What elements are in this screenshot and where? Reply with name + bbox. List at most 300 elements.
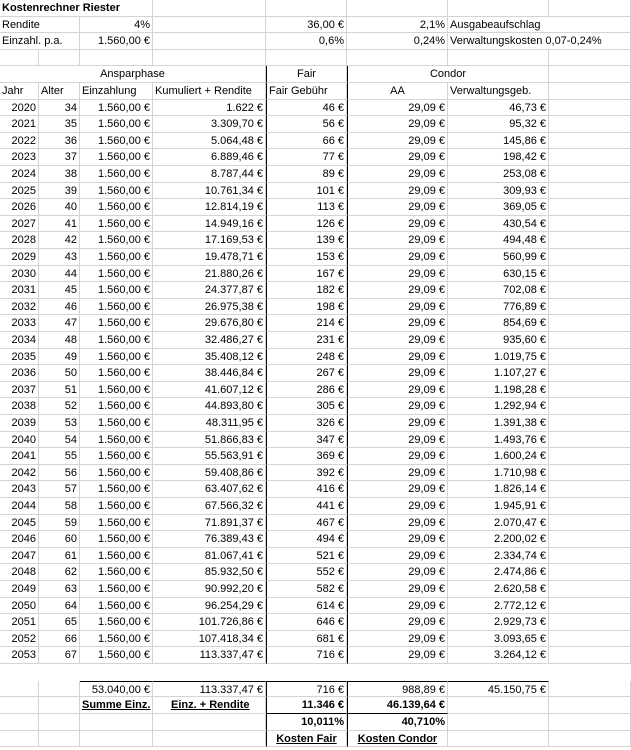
cell-kumuliert[interactable]: 17.169,53 € bbox=[153, 232, 266, 249]
cell-fair-gebuehr[interactable]: 113 € bbox=[266, 199, 347, 216]
cell-kumuliert[interactable]: 107.418,34 € bbox=[153, 631, 266, 648]
cell-fair-gebuehr[interactable]: 198 € bbox=[266, 299, 347, 316]
cell-aa[interactable]: 29,09 € bbox=[347, 183, 448, 200]
aa-label[interactable]: Ausgabeaufschlag bbox=[448, 17, 631, 34]
empty-cell[interactable] bbox=[549, 681, 631, 698]
empty-cell[interactable] bbox=[549, 398, 631, 415]
cell-einzahlung[interactable]: 1.560,00 € bbox=[80, 448, 153, 465]
sheet-title[interactable]: Kostenrechner Riester bbox=[0, 0, 153, 17]
cell-alter[interactable]: 44 bbox=[39, 266, 80, 283]
cell-aa[interactable]: 29,09 € bbox=[347, 448, 448, 465]
cell-verwaltung[interactable]: 702,08 € bbox=[448, 282, 549, 299]
cell-kumuliert[interactable]: 63.407,62 € bbox=[153, 481, 266, 498]
cell-jahr[interactable]: 2033 bbox=[0, 315, 39, 332]
total-fair[interactable]: 716 € bbox=[266, 681, 347, 698]
cell-einzahlung[interactable]: 1.560,00 € bbox=[80, 515, 153, 532]
cell-aa[interactable]: 29,09 € bbox=[347, 149, 448, 166]
cell-alter[interactable]: 45 bbox=[39, 282, 80, 299]
cell-fair-gebuehr[interactable]: 267 € bbox=[266, 365, 347, 382]
cell-verwaltung[interactable]: 1.945,91 € bbox=[448, 498, 549, 515]
cell-aa[interactable]: 29,09 € bbox=[347, 415, 448, 432]
cell-alter[interactable]: 35 bbox=[39, 116, 80, 133]
empty-cell[interactable] bbox=[347, 50, 448, 67]
empty-cell[interactable] bbox=[0, 731, 39, 748]
col-header-fair-gebuehr[interactable]: Fair Gebühr bbox=[266, 83, 347, 100]
empty-cell[interactable] bbox=[549, 614, 631, 631]
cell-fair-gebuehr[interactable]: 56 € bbox=[266, 116, 347, 133]
col-header-einzahlung[interactable]: Einzahlung bbox=[80, 83, 153, 100]
empty-cell[interactable] bbox=[448, 714, 549, 731]
cell-einzahlung[interactable]: 1.560,00 € bbox=[80, 631, 153, 648]
cell-jahr[interactable]: 2027 bbox=[0, 216, 39, 233]
cell-alter[interactable]: 40 bbox=[39, 199, 80, 216]
empty-cell[interactable] bbox=[549, 465, 631, 482]
cell-aa[interactable]: 29,09 € bbox=[347, 432, 448, 449]
col-header-alter[interactable]: Alter bbox=[39, 83, 80, 100]
cell-verwaltung[interactable]: 369,05 € bbox=[448, 199, 549, 216]
cell-jahr[interactable]: 2023 bbox=[0, 149, 39, 166]
cell-kumuliert[interactable]: 26.975,38 € bbox=[153, 299, 266, 316]
cell-verwaltung[interactable]: 2.772,12 € bbox=[448, 598, 549, 615]
cell-alter[interactable]: 55 bbox=[39, 448, 80, 465]
cell-verwaltung[interactable]: 494,48 € bbox=[448, 232, 549, 249]
empty-cell[interactable] bbox=[549, 232, 631, 249]
empty-cell[interactable] bbox=[448, 0, 549, 17]
cell-kumuliert[interactable]: 51.866,83 € bbox=[153, 432, 266, 449]
cell-verwaltung[interactable]: 2.334,74 € bbox=[448, 548, 549, 565]
empty-cell[interactable] bbox=[39, 50, 80, 67]
cell-alter[interactable]: 61 bbox=[39, 548, 80, 565]
cell-kumuliert[interactable]: 32.486,27 € bbox=[153, 332, 266, 349]
cell-jahr[interactable]: 2030 bbox=[0, 266, 39, 283]
empty-cell[interactable] bbox=[549, 315, 631, 332]
cell-jahr[interactable]: 2020 bbox=[0, 100, 39, 117]
group-condor[interactable]: Condor bbox=[347, 66, 549, 83]
cell-alter[interactable]: 60 bbox=[39, 531, 80, 548]
cell-einzahlung[interactable]: 1.560,00 € bbox=[80, 100, 153, 117]
cell-alter[interactable]: 41 bbox=[39, 216, 80, 233]
cell-verwaltung[interactable]: 95,32 € bbox=[448, 116, 549, 133]
cell-jahr[interactable]: 2031 bbox=[0, 282, 39, 299]
cell-einzahlung[interactable]: 1.560,00 € bbox=[80, 315, 153, 332]
empty-cell[interactable] bbox=[153, 50, 266, 67]
cell-alter[interactable]: 43 bbox=[39, 249, 80, 266]
einzahl-label[interactable]: Einzahl. p.a. bbox=[0, 33, 80, 50]
cell-verwaltung[interactable]: 1.710,98 € bbox=[448, 465, 549, 482]
cell-alter[interactable]: 67 bbox=[39, 647, 80, 664]
empty-cell[interactable] bbox=[266, 50, 347, 67]
cell-kumuliert[interactable]: 85.932,50 € bbox=[153, 564, 266, 581]
cell-fair-gebuehr[interactable]: 89 € bbox=[266, 166, 347, 183]
empty-cell[interactable] bbox=[549, 0, 631, 17]
cell-verwaltung[interactable]: 3.264,12 € bbox=[448, 647, 549, 664]
empty-cell[interactable] bbox=[549, 133, 631, 150]
empty-cell[interactable] bbox=[0, 697, 39, 714]
cell-kumuliert[interactable]: 29.676,80 € bbox=[153, 315, 266, 332]
cell-kumuliert[interactable]: 6.889,46 € bbox=[153, 149, 266, 166]
cell-verwaltung[interactable]: 935,60 € bbox=[448, 332, 549, 349]
cell-fair-gebuehr[interactable]: 66 € bbox=[266, 133, 347, 150]
label-einz-rendite[interactable]: Einz. + Rendite bbox=[153, 697, 266, 714]
cell-aa[interactable]: 29,09 € bbox=[347, 647, 448, 664]
empty-cell[interactable] bbox=[549, 66, 631, 83]
cell-einzahlung[interactable]: 1.560,00 € bbox=[80, 299, 153, 316]
cell-alter[interactable]: 49 bbox=[39, 349, 80, 366]
cell-aa[interactable]: 29,09 € bbox=[347, 481, 448, 498]
cell-verwaltung[interactable]: 1.198,28 € bbox=[448, 382, 549, 399]
empty-cell[interactable] bbox=[80, 714, 153, 731]
cell-einzahlung[interactable]: 1.560,00 € bbox=[80, 249, 153, 266]
cell-aa[interactable]: 29,09 € bbox=[347, 598, 448, 615]
cell-fair-gebuehr[interactable]: 139 € bbox=[266, 232, 347, 249]
cell-verwaltung[interactable]: 430,54 € bbox=[448, 216, 549, 233]
cell-verwaltung[interactable]: 1.391,38 € bbox=[448, 415, 549, 432]
cell-jahr[interactable]: 2053 bbox=[0, 647, 39, 664]
cell-fair-gebuehr[interactable]: 182 € bbox=[266, 282, 347, 299]
empty-cell[interactable] bbox=[549, 116, 631, 133]
cell-alter[interactable]: 66 bbox=[39, 631, 80, 648]
cell-alter[interactable]: 54 bbox=[39, 432, 80, 449]
cell-verwaltung[interactable]: 1.292,94 € bbox=[448, 398, 549, 415]
empty-cell[interactable] bbox=[0, 714, 39, 731]
empty-cell[interactable] bbox=[549, 183, 631, 200]
cell-jahr[interactable]: 2026 bbox=[0, 199, 39, 216]
cell-aa[interactable]: 29,09 € bbox=[347, 216, 448, 233]
cell-fair-gebuehr[interactable]: 167 € bbox=[266, 266, 347, 283]
cell-aa[interactable]: 29,09 € bbox=[347, 498, 448, 515]
cell-alter[interactable]: 39 bbox=[39, 183, 80, 200]
cell-einzahlung[interactable]: 1.560,00 € bbox=[80, 116, 153, 133]
cell-fair-gebuehr[interactable]: 214 € bbox=[266, 315, 347, 332]
cell-kumuliert[interactable]: 71.891,37 € bbox=[153, 515, 266, 532]
cell-einzahlung[interactable]: 1.560,00 € bbox=[80, 531, 153, 548]
empty-cell[interactable] bbox=[448, 697, 549, 714]
cell-jahr[interactable]: 2039 bbox=[0, 415, 39, 432]
label-kosten-condor[interactable]: Kosten Condor bbox=[347, 731, 448, 748]
cell-jahr[interactable]: 2041 bbox=[0, 448, 39, 465]
empty-cell[interactable] bbox=[39, 681, 80, 698]
empty-cell[interactable] bbox=[39, 697, 80, 714]
empty-cell[interactable] bbox=[549, 50, 631, 67]
empty-cell[interactable] bbox=[549, 100, 631, 117]
cell-verwaltung[interactable]: 2.070,47 € bbox=[448, 515, 549, 532]
einzahl-value[interactable]: 1.560,00 € bbox=[80, 33, 153, 50]
cell-kumuliert[interactable]: 55.563,91 € bbox=[153, 448, 266, 465]
cell-kumuliert[interactable]: 81.067,41 € bbox=[153, 548, 266, 565]
cell-kumuliert[interactable]: 38.446,84 € bbox=[153, 365, 266, 382]
empty-cell[interactable] bbox=[549, 448, 631, 465]
cell-jahr[interactable]: 2043 bbox=[0, 481, 39, 498]
empty-cell[interactable] bbox=[549, 415, 631, 432]
empty-cell[interactable] bbox=[549, 647, 631, 664]
cell-fair-gebuehr[interactable]: 392 € bbox=[266, 465, 347, 482]
cell-einzahlung[interactable]: 1.560,00 € bbox=[80, 647, 153, 664]
empty-cell[interactable] bbox=[549, 598, 631, 615]
cell-fair-gebuehr[interactable]: 521 € bbox=[266, 548, 347, 565]
vk-percent[interactable]: 0,24% bbox=[347, 33, 448, 50]
empty-cell[interactable] bbox=[549, 631, 631, 648]
cell-kumuliert[interactable]: 19.478,71 € bbox=[153, 249, 266, 266]
empty-cell[interactable] bbox=[0, 681, 39, 698]
cell-fair-gebuehr[interactable]: 646 € bbox=[266, 614, 347, 631]
empty-cell[interactable] bbox=[153, 33, 266, 50]
group-fair[interactable]: Fair bbox=[266, 66, 347, 83]
cell-jahr[interactable]: 2036 bbox=[0, 365, 39, 382]
cell-aa[interactable]: 29,09 € bbox=[347, 349, 448, 366]
cell-fair-gebuehr[interactable]: 248 € bbox=[266, 349, 347, 366]
cell-einzahlung[interactable]: 1.560,00 € bbox=[80, 149, 153, 166]
cell-jahr[interactable]: 2034 bbox=[0, 332, 39, 349]
cell-aa[interactable]: 29,09 € bbox=[347, 232, 448, 249]
cell-einzahlung[interactable]: 1.560,00 € bbox=[80, 598, 153, 615]
total-aa[interactable]: 988,89 € bbox=[347, 681, 448, 698]
empty-cell[interactable] bbox=[549, 216, 631, 233]
cell-aa[interactable]: 29,09 € bbox=[347, 465, 448, 482]
cell-kumuliert[interactable]: 44.893,80 € bbox=[153, 398, 266, 415]
cell-einzahlung[interactable]: 1.560,00 € bbox=[80, 581, 153, 598]
col-header-jahr[interactable]: Jahr bbox=[0, 83, 39, 100]
cell-jahr[interactable]: 2038 bbox=[0, 398, 39, 415]
cell-fair-gebuehr[interactable]: 494 € bbox=[266, 531, 347, 548]
cell-alter[interactable]: 37 bbox=[39, 149, 80, 166]
cell-fair-gebuehr[interactable]: 126 € bbox=[266, 216, 347, 233]
cell-aa[interactable]: 29,09 € bbox=[347, 166, 448, 183]
empty-cell[interactable] bbox=[549, 731, 631, 748]
cell-aa[interactable]: 29,09 € bbox=[347, 199, 448, 216]
cell-einzahlung[interactable]: 1.560,00 € bbox=[80, 199, 153, 216]
cell-kumuliert[interactable]: 12.814,19 € bbox=[153, 199, 266, 216]
cell-jahr[interactable]: 2037 bbox=[0, 382, 39, 399]
cell-kumuliert[interactable]: 21.880,26 € bbox=[153, 266, 266, 283]
cell-jahr[interactable]: 2044 bbox=[0, 498, 39, 515]
cell-alter[interactable]: 56 bbox=[39, 465, 80, 482]
cell-einzahlung[interactable]: 1.560,00 € bbox=[80, 415, 153, 432]
empty-cell[interactable] bbox=[266, 0, 347, 17]
total-kumuliert[interactable]: 113.337,47 € bbox=[153, 681, 266, 698]
cell-verwaltung[interactable]: 2.620,58 € bbox=[448, 581, 549, 598]
group-ansparphase[interactable]: Ansparphase bbox=[0, 66, 266, 83]
cell-alter[interactable]: 53 bbox=[39, 415, 80, 432]
empty-cell[interactable] bbox=[448, 50, 549, 67]
empty-cell[interactable] bbox=[549, 531, 631, 548]
cell-aa[interactable]: 29,09 € bbox=[347, 133, 448, 150]
cell-einzahlung[interactable]: 1.560,00 € bbox=[80, 365, 153, 382]
cell-aa[interactable]: 29,09 € bbox=[347, 365, 448, 382]
cell-aa[interactable]: 29,09 € bbox=[347, 581, 448, 598]
cell-kumuliert[interactable]: 8.787,44 € bbox=[153, 166, 266, 183]
empty-cell[interactable] bbox=[39, 731, 80, 748]
cell-einzahlung[interactable]: 1.560,00 € bbox=[80, 332, 153, 349]
empty-cell[interactable] bbox=[549, 166, 631, 183]
cell-fair-gebuehr[interactable]: 326 € bbox=[266, 415, 347, 432]
cell-fair-gebuehr[interactable]: 347 € bbox=[266, 432, 347, 449]
cell-verwaltung[interactable]: 198,42 € bbox=[448, 149, 549, 166]
rendite-label[interactable]: Rendite bbox=[0, 17, 80, 34]
cell-fair-gebuehr[interactable]: 46 € bbox=[266, 100, 347, 117]
cell-alter[interactable]: 38 bbox=[39, 166, 80, 183]
cell-kumuliert[interactable]: 76.389,43 € bbox=[153, 531, 266, 548]
cell-kumuliert[interactable]: 48.311,95 € bbox=[153, 415, 266, 432]
cell-aa[interactable]: 29,09 € bbox=[347, 398, 448, 415]
cell-fair-gebuehr[interactable]: 231 € bbox=[266, 332, 347, 349]
label-kosten-fair[interactable]: Kosten Fair bbox=[266, 731, 347, 748]
cell-verwaltung[interactable]: 1.600,24 € bbox=[448, 448, 549, 465]
cell-einzahlung[interactable]: 1.560,00 € bbox=[80, 166, 153, 183]
cell-einzahlung[interactable]: 1.560,00 € bbox=[80, 498, 153, 515]
label-summe-einz[interactable]: Summe Einz. bbox=[80, 697, 153, 714]
cell-verwaltung[interactable]: 854,69 € bbox=[448, 315, 549, 332]
cell-einzahlung[interactable]: 1.560,00 € bbox=[80, 614, 153, 631]
cell-jahr[interactable]: 2045 bbox=[0, 515, 39, 532]
cell-fair-gebuehr[interactable]: 441 € bbox=[266, 498, 347, 515]
cell-kumuliert[interactable]: 1.622 € bbox=[153, 100, 266, 117]
cell-kumuliert[interactable]: 35.408,12 € bbox=[153, 349, 266, 366]
cell-jahr[interactable]: 2047 bbox=[0, 548, 39, 565]
cell-fair-gebuehr[interactable]: 716 € bbox=[266, 647, 347, 664]
empty-cell[interactable] bbox=[549, 332, 631, 349]
kosten-fair-total[interactable]: 11.346 € bbox=[266, 697, 347, 714]
cell-alter[interactable]: 46 bbox=[39, 299, 80, 316]
cell-alter[interactable]: 36 bbox=[39, 133, 80, 150]
cell-alter[interactable]: 52 bbox=[39, 398, 80, 415]
cell-verwaltung[interactable]: 3.093,65 € bbox=[448, 631, 549, 648]
empty-cell[interactable] bbox=[549, 581, 631, 598]
cell-kumuliert[interactable]: 67.566,32 € bbox=[153, 498, 266, 515]
cell-jahr[interactable]: 2050 bbox=[0, 598, 39, 615]
cell-jahr[interactable]: 2028 bbox=[0, 232, 39, 249]
empty-cell[interactable] bbox=[549, 266, 631, 283]
cell-kumuliert[interactable]: 3.309,70 € bbox=[153, 116, 266, 133]
col-header-kumuliert[interactable]: Kumuliert + Rendite bbox=[153, 83, 266, 100]
cell-kumuliert[interactable]: 5.064,48 € bbox=[153, 133, 266, 150]
cell-aa[interactable]: 29,09 € bbox=[347, 531, 448, 548]
cell-aa[interactable]: 29,09 € bbox=[347, 382, 448, 399]
empty-cell[interactable] bbox=[153, 0, 266, 17]
cell-alter[interactable]: 48 bbox=[39, 332, 80, 349]
cell-einzahlung[interactable]: 1.560,00 € bbox=[80, 266, 153, 283]
cell-aa[interactable]: 29,09 € bbox=[347, 266, 448, 283]
cell-alter[interactable]: 58 bbox=[39, 498, 80, 515]
cell-alter[interactable]: 51 bbox=[39, 382, 80, 399]
cell-fair-gebuehr[interactable]: 552 € bbox=[266, 564, 347, 581]
kosten-condor-total[interactable]: 46.139,64 € bbox=[347, 697, 448, 714]
cell-verwaltung[interactable]: 1.826,14 € bbox=[448, 481, 549, 498]
cell-alter[interactable]: 64 bbox=[39, 598, 80, 615]
empty-cell[interactable] bbox=[549, 299, 631, 316]
cell-alter[interactable]: 47 bbox=[39, 315, 80, 332]
cell-aa[interactable]: 29,09 € bbox=[347, 299, 448, 316]
cell-kumuliert[interactable]: 59.408,86 € bbox=[153, 465, 266, 482]
empty-cell[interactable] bbox=[549, 365, 631, 382]
empty-cell[interactable] bbox=[347, 0, 448, 17]
cell-verwaltung[interactable]: 560,99 € bbox=[448, 249, 549, 266]
cell-kumuliert[interactable]: 101.726,86 € bbox=[153, 614, 266, 631]
cell-aa[interactable]: 29,09 € bbox=[347, 282, 448, 299]
cell-fair-gebuehr[interactable]: 582 € bbox=[266, 581, 347, 598]
cell-alter[interactable]: 34 bbox=[39, 100, 80, 117]
cell-aa[interactable]: 29,09 € bbox=[347, 116, 448, 133]
cell-fair-gebuehr[interactable]: 286 € bbox=[266, 382, 347, 399]
empty-cell[interactable] bbox=[549, 564, 631, 581]
cell-verwaltung[interactable]: 253,08 € bbox=[448, 166, 549, 183]
kosten-fair-percent[interactable]: 10,011% bbox=[266, 714, 347, 731]
empty-cell[interactable] bbox=[549, 349, 631, 366]
cell-aa[interactable]: 29,09 € bbox=[347, 564, 448, 581]
cell-jahr[interactable]: 2052 bbox=[0, 631, 39, 648]
empty-cell[interactable] bbox=[549, 548, 631, 565]
cell-fair-gebuehr[interactable]: 369 € bbox=[266, 448, 347, 465]
aa-fix-cost[interactable]: 36,00 € bbox=[266, 17, 347, 34]
cell-alter[interactable]: 57 bbox=[39, 481, 80, 498]
cell-verwaltung[interactable]: 309,93 € bbox=[448, 183, 549, 200]
cell-verwaltung[interactable]: 1.493,76 € bbox=[448, 432, 549, 449]
empty-cell[interactable] bbox=[549, 432, 631, 449]
cell-verwaltung[interactable]: 630,15 € bbox=[448, 266, 549, 283]
cell-einzahlung[interactable]: 1.560,00 € bbox=[80, 481, 153, 498]
cell-verwaltung[interactable]: 46,73 € bbox=[448, 100, 549, 117]
cell-einzahlung[interactable]: 1.560,00 € bbox=[80, 232, 153, 249]
cell-jahr[interactable]: 2025 bbox=[0, 183, 39, 200]
cell-jahr[interactable]: 2049 bbox=[0, 581, 39, 598]
cell-verwaltung[interactable]: 2.929,73 € bbox=[448, 614, 549, 631]
cell-einzahlung[interactable]: 1.560,00 € bbox=[80, 216, 153, 233]
cell-verwaltung[interactable]: 1.107,27 € bbox=[448, 365, 549, 382]
cell-aa[interactable]: 29,09 € bbox=[347, 100, 448, 117]
cell-alter[interactable]: 59 bbox=[39, 515, 80, 532]
cell-fair-gebuehr[interactable]: 416 € bbox=[266, 481, 347, 498]
cell-einzahlung[interactable]: 1.560,00 € bbox=[80, 282, 153, 299]
cell-jahr[interactable]: 2024 bbox=[0, 166, 39, 183]
cell-fair-gebuehr[interactable]: 101 € bbox=[266, 183, 347, 200]
total-einzahlung[interactable]: 53.040,00 € bbox=[80, 681, 153, 698]
cell-alter[interactable]: 62 bbox=[39, 564, 80, 581]
cell-jahr[interactable]: 2051 bbox=[0, 614, 39, 631]
cell-einzahlung[interactable]: 1.560,00 € bbox=[80, 183, 153, 200]
cell-kumuliert[interactable]: 90.992,20 € bbox=[153, 581, 266, 598]
rendite-value[interactable]: 4% bbox=[80, 17, 153, 34]
cell-jahr[interactable]: 2021 bbox=[0, 116, 39, 133]
cell-fair-gebuehr[interactable]: 153 € bbox=[266, 249, 347, 266]
cell-jahr[interactable]: 2048 bbox=[0, 564, 39, 581]
empty-cell[interactable] bbox=[549, 282, 631, 299]
empty-cell[interactable] bbox=[153, 714, 266, 731]
cell-verwaltung[interactable]: 776,89 € bbox=[448, 299, 549, 316]
fair-fee-percent[interactable]: 0,6% bbox=[266, 33, 347, 50]
cell-fair-gebuehr[interactable]: 614 € bbox=[266, 598, 347, 615]
cell-kumuliert[interactable]: 24.377,87 € bbox=[153, 282, 266, 299]
cell-aa[interactable]: 29,09 € bbox=[347, 515, 448, 532]
cell-alter[interactable]: 42 bbox=[39, 232, 80, 249]
cell-kumuliert[interactable]: 41.607,12 € bbox=[153, 382, 266, 399]
col-header-verwaltung[interactable]: Verwaltungsgeb. bbox=[448, 83, 549, 100]
kosten-condor-percent[interactable]: 40,710% bbox=[347, 714, 448, 731]
cell-einzahlung[interactable]: 1.560,00 € bbox=[80, 564, 153, 581]
cell-aa[interactable]: 29,09 € bbox=[347, 631, 448, 648]
total-verwaltung[interactable]: 45.150,75 € bbox=[448, 681, 549, 698]
cell-verwaltung[interactable]: 2.474,86 € bbox=[448, 564, 549, 581]
cell-einzahlung[interactable]: 1.560,00 € bbox=[80, 432, 153, 449]
empty-cell[interactable] bbox=[549, 249, 631, 266]
cell-jahr[interactable]: 2042 bbox=[0, 465, 39, 482]
cell-jahr[interactable]: 2040 bbox=[0, 432, 39, 449]
cell-jahr[interactable]: 2032 bbox=[0, 299, 39, 316]
empty-cell[interactable] bbox=[549, 481, 631, 498]
empty-cell[interactable] bbox=[549, 697, 631, 714]
cell-fair-gebuehr[interactable]: 77 € bbox=[266, 149, 347, 166]
cell-fair-gebuehr[interactable]: 681 € bbox=[266, 631, 347, 648]
vk-label[interactable]: Verwaltungskosten 0,07-0,24% bbox=[448, 33, 631, 50]
empty-cell[interactable] bbox=[153, 17, 266, 34]
